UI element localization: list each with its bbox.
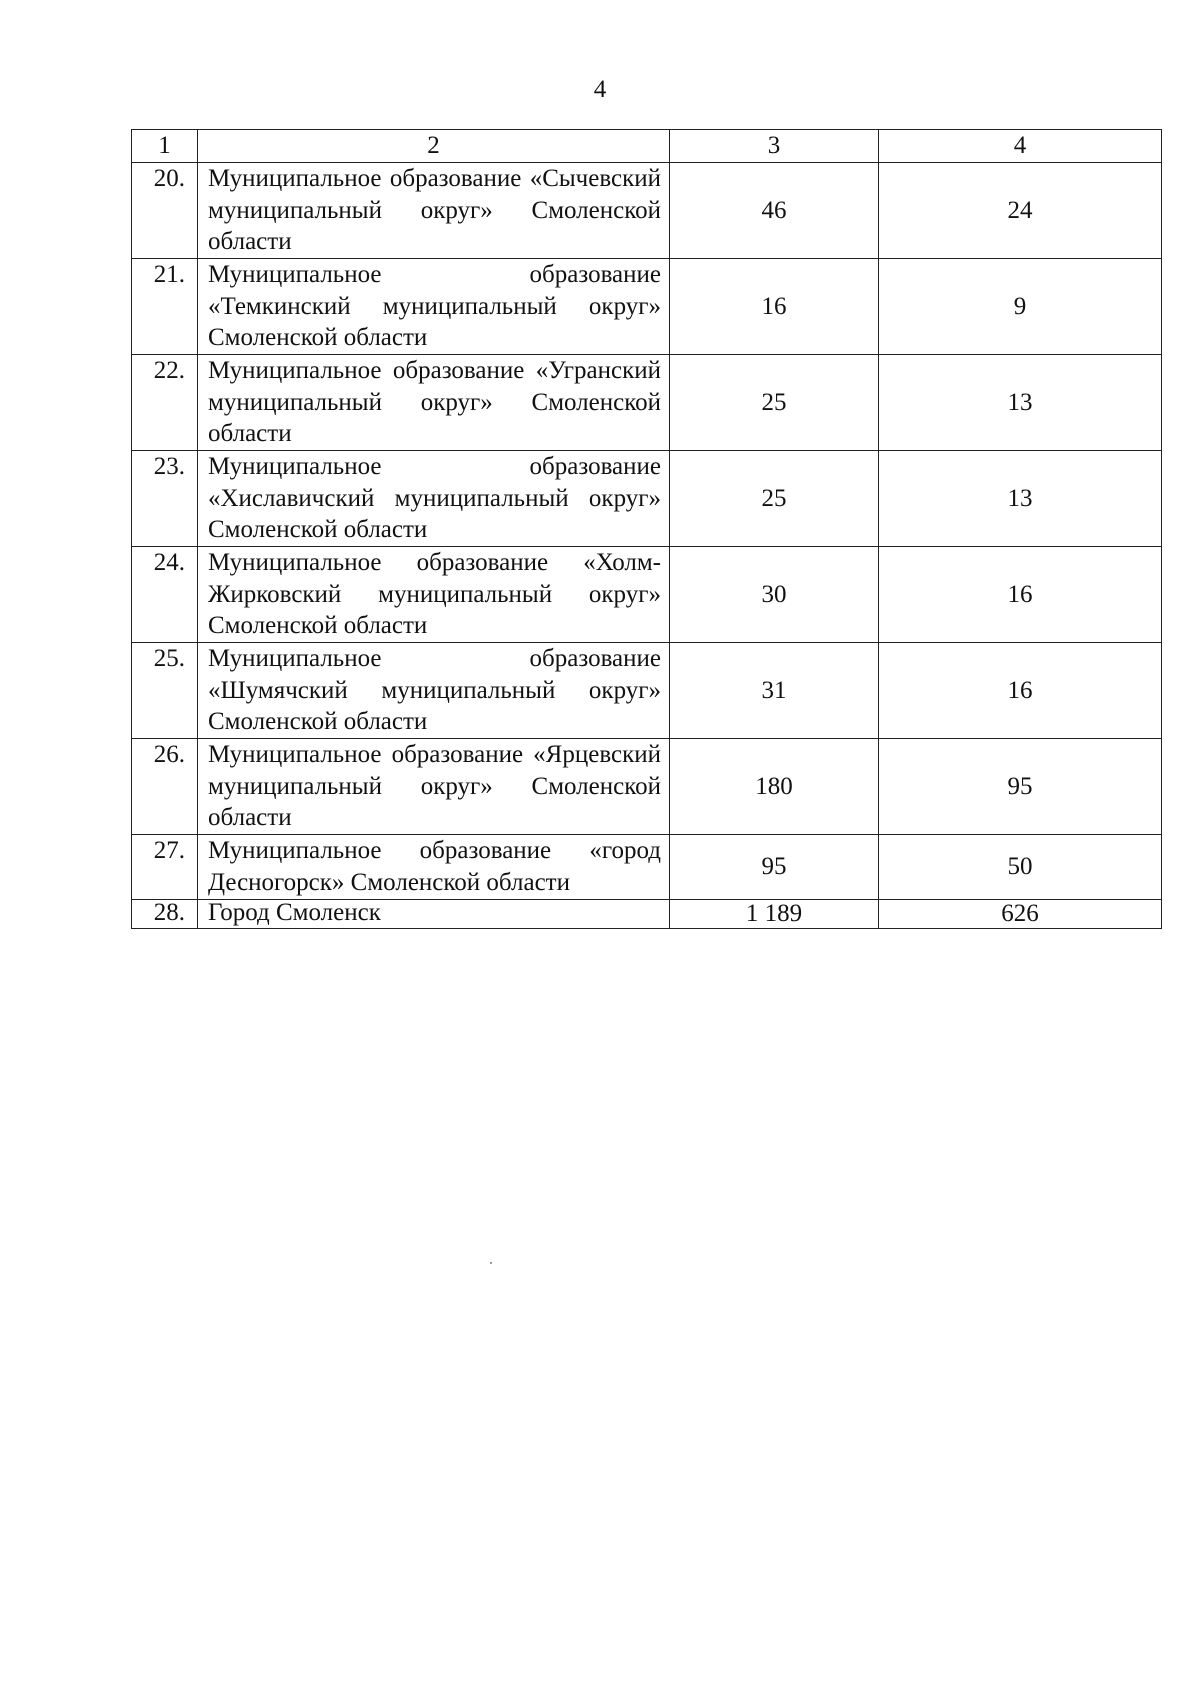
value-col3: 46: [670, 163, 879, 259]
value-col3: 30: [670, 547, 879, 643]
value-col4: 95: [879, 739, 1162, 835]
value-col4: 626: [879, 900, 1162, 929]
table-row: [132, 355, 1162, 451]
row-number: 28.: [132, 900, 198, 929]
scan-speck: [490, 1262, 492, 1264]
municipality-name: Муниципальное образование «Холм-Жирковский муниципальный округ» Смоленской области: [198, 547, 670, 643]
municipality-name: Муниципальное образование «Шумячский муниципальный округ» Смоленской области: [198, 643, 670, 739]
value-col3: 31: [670, 643, 879, 739]
row-number: 26.: [132, 739, 198, 835]
value-col4: 13: [879, 451, 1162, 547]
table-row: [132, 451, 1162, 547]
data-table: [131, 129, 1162, 929]
municipality-name: Муниципальное образование «город Десногорск» Смоленской области: [198, 835, 670, 900]
row-number: 20.: [132, 163, 198, 259]
value-col3: 180: [670, 739, 879, 835]
value-col4: 50: [879, 835, 1162, 900]
value-col3: 16: [670, 259, 879, 355]
value-col4: 13: [879, 355, 1162, 451]
table-row: [132, 643, 1162, 739]
value-col3: 25: [670, 451, 879, 547]
municipality-name: Город Смоленск: [198, 900, 670, 929]
municipality-name: Муниципальное образование «Сычевский муниципальный округ» Смоленской области: [198, 163, 670, 259]
row-number: 23.: [132, 451, 198, 547]
value-col3: 1 189: [670, 900, 879, 929]
table-row: [132, 547, 1162, 643]
table-row: [132, 259, 1162, 355]
value-col3: 25: [670, 355, 879, 451]
header-cell: 1: [132, 130, 198, 163]
municipality-name: Муниципальное образование «Угранский муниципальный округ» Смоленской области: [198, 355, 670, 451]
table-row: [132, 900, 1162, 929]
table-row: [132, 835, 1162, 900]
value-col4: 16: [879, 547, 1162, 643]
row-number: 22.: [132, 355, 198, 451]
row-number: 21.: [132, 259, 198, 355]
value-col3: 95: [670, 835, 879, 900]
row-number: 24.: [132, 547, 198, 643]
table-row: [132, 163, 1162, 259]
value-col4: 16: [879, 643, 1162, 739]
row-number: 27.: [132, 835, 198, 900]
row-number: 25.: [132, 643, 198, 739]
header-cell: 3: [670, 130, 879, 163]
value-col4: 24: [879, 163, 1162, 259]
page-number: 4: [593, 76, 607, 103]
municipality-name: Муниципальное образование «Ярцевский муниципальный округ» Смоленской области: [198, 739, 670, 835]
header-cell: 4: [879, 130, 1162, 163]
value-col4: 9: [879, 259, 1162, 355]
municipality-name: Муниципальное образование «Темкинский муниципальный округ» Смоленской области: [198, 259, 670, 355]
header-cell: 2: [198, 130, 670, 163]
table-row: [132, 739, 1162, 835]
municipality-name: Муниципальное образование «Хиславичский муниципальный округ» Смоленской области: [198, 451, 670, 547]
table-header-row: [132, 130, 1162, 163]
